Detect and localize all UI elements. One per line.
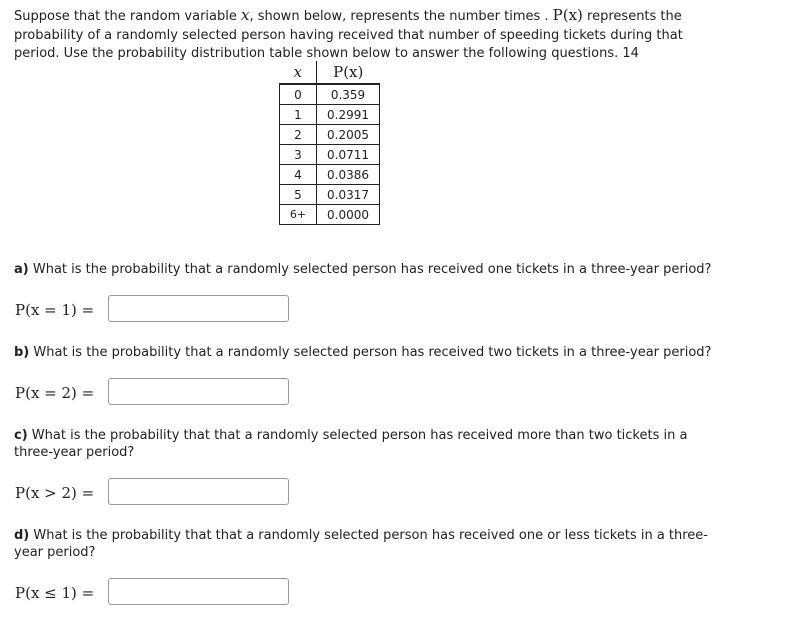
answer-a-label: P(x = 1) =: [15, 301, 95, 319]
question-a: [14, 261, 714, 278]
answer-b-label: P(x = 2) =: [15, 384, 95, 402]
table-row: [280, 185, 380, 205]
question-d-letter: d): [14, 528, 30, 543]
table-header-row: [280, 61, 380, 84]
problem-statement: [14, 6, 704, 64]
variable-x: x: [240, 6, 250, 24]
cell-x: 4: [280, 165, 317, 185]
answer-b-input[interactable]: [108, 378, 289, 405]
question-d-text: What is the probability that that a randomly selected person has received one or less tickets in a three-year period?: [14, 528, 708, 560]
probability-distribution-table: [279, 61, 380, 225]
answer-row-b: [15, 378, 94, 408]
table-row: [280, 205, 380, 225]
table-row: [280, 84, 380, 105]
table-row: [280, 145, 380, 165]
answer-row-c: [15, 478, 94, 508]
table-row: [280, 125, 380, 145]
intro-text-after: represents the probability of a randomly selected person having received that number of speeding tickets during that period. Use the probability distribution table shown below to answer the following questions. 14: [14, 9, 683, 61]
question-b-text: What is the probability that a randomly selected person has received two tickets in a three-year period?: [29, 345, 712, 360]
cell-x: 5: [280, 185, 317, 205]
question-b: [14, 344, 714, 361]
question-b-letter: b): [14, 345, 30, 360]
answer-d-input[interactable]: [108, 578, 289, 605]
answer-c-input[interactable]: [108, 478, 289, 505]
cell-p: 0.0317: [317, 185, 380, 205]
cell-x: 6+: [280, 205, 317, 225]
table-row: [280, 105, 380, 125]
cell-p: 0.0711: [317, 145, 380, 165]
header-x: x: [280, 61, 317, 84]
header-px: P(x): [317, 61, 380, 84]
cell-p: 0.0000: [317, 205, 380, 225]
cell-x: 0: [280, 84, 317, 105]
cell-x: 2: [280, 125, 317, 145]
question-d: [14, 527, 714, 561]
question-a-text: What is the probability that a randomly selected person has received one tickets in a three-year period?: [28, 262, 712, 277]
intro-text-before: Suppose that the random variable: [14, 9, 241, 24]
question-a-letter: a): [14, 262, 29, 277]
cell-p: 0.359: [317, 84, 380, 105]
cell-x: 1: [280, 105, 317, 125]
cell-p: 0.0386: [317, 165, 380, 185]
intro-text-mid: , shown below, represents the number times .: [249, 9, 553, 24]
answer-d-label: P(x ≤ 1) =: [15, 584, 95, 602]
question-c-letter: c): [14, 428, 28, 443]
table-row: [280, 165, 380, 185]
question-c: [14, 427, 704, 461]
cell-p: 0.2005: [317, 125, 380, 145]
question-c-text: What is the probability that that a randomly selected person has received more than two tickets in a three-year period?: [14, 428, 688, 460]
cell-p: 0.2991: [317, 105, 380, 125]
answer-c-label: P(x > 2) =: [15, 484, 95, 502]
cell-x: 3: [280, 145, 317, 165]
px-notation: P(x): [552, 6, 583, 24]
answer-a-input[interactable]: [108, 295, 289, 322]
answer-row-a: [15, 295, 94, 325]
answer-row-d: [15, 578, 94, 608]
